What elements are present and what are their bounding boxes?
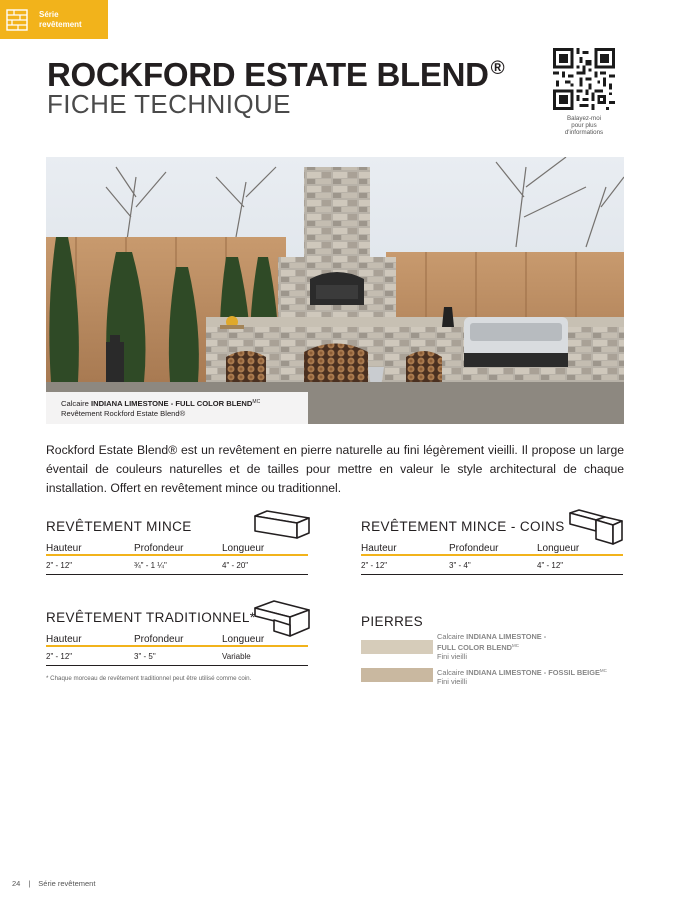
stone-swatch-full-color-blend bbox=[361, 640, 433, 654]
thin-corner-shape-icon bbox=[567, 507, 625, 547]
series-label: Série revêtement bbox=[39, 9, 82, 29]
series-tab bbox=[0, 0, 108, 39]
table-header: Hauteur Profondeur Longueur bbox=[46, 542, 308, 556]
registered-mark: ® bbox=[490, 58, 505, 79]
thin-corners-title: REVÊTEMENT MINCE - COINS bbox=[361, 519, 565, 534]
product-photo bbox=[46, 157, 624, 424]
intro-paragraph: Rockford Estate Blend® est un revêtement en pierre naturelle au fini légèrement vieilli. Il propose un large éventail de couleurs naturelles et de tailles pour mettre en valeur le style architectural de chaque installation. Offert en revêtement mince ou traditionnel. bbox=[46, 443, 624, 495]
table-row: 2" - 12" ¾" - 1 ¼" 4" - 20" bbox=[46, 556, 308, 575]
stone-wall-icon bbox=[6, 9, 28, 31]
footer-section: Série revêtement bbox=[38, 879, 96, 888]
page-title: ROCKFORD ESTATE BLEND ® bbox=[47, 56, 505, 93]
photo-caption: Calcaire INDIANA LIMESTONE - FULL COLOR $BLEND^{MC}$ Revêtement Rockford Estate Blend® bbox=[46, 392, 308, 424]
qr-code-icon[interactable] bbox=[553, 48, 615, 110]
qr-caption: Balayez-moi pour plus d'informations bbox=[564, 115, 604, 136]
table-header: Hauteur Profondeur Longueur bbox=[46, 633, 308, 647]
stones-title: PIERRES bbox=[361, 614, 424, 629]
page-subtitle: FICHE TECHNIQUE bbox=[47, 89, 291, 119]
traditional-title: REVÊTEMENT TRADITIONNEL* bbox=[46, 610, 256, 625]
table-header: Hauteur Profondeur Longueur bbox=[361, 542, 623, 556]
page-number: 24 bbox=[12, 879, 21, 888]
stone-label: Calcaire INDIANA LIMESTONE - FOSSIL $BEIGE^{MC}$ Fini vieilli bbox=[437, 668, 607, 686]
table-row: 2" - 12" 3" - 4" 4" - 12" bbox=[361, 556, 623, 575]
page-footer: 24 | Série revêtement bbox=[12, 879, 96, 888]
table-row: 2" - 12" 3" - 5" Variable bbox=[46, 647, 308, 666]
thin-veneer-title: REVÊTEMENT MINCE bbox=[46, 519, 192, 534]
thin-corners-table bbox=[361, 542, 623, 575]
footnote: * Chaque morceau de revêtement traditionnel peut être utilisé comme coin. bbox=[46, 675, 252, 682]
stone-label: Calcaire INDIANA LIMESTONE - FULL COLOR $BLEND^{MC}$ Fini vieilli bbox=[437, 632, 547, 661]
traditional-table bbox=[46, 633, 308, 666]
stone-swatch-fossil-beige bbox=[361, 668, 433, 682]
thin-veneer-table bbox=[46, 542, 308, 575]
